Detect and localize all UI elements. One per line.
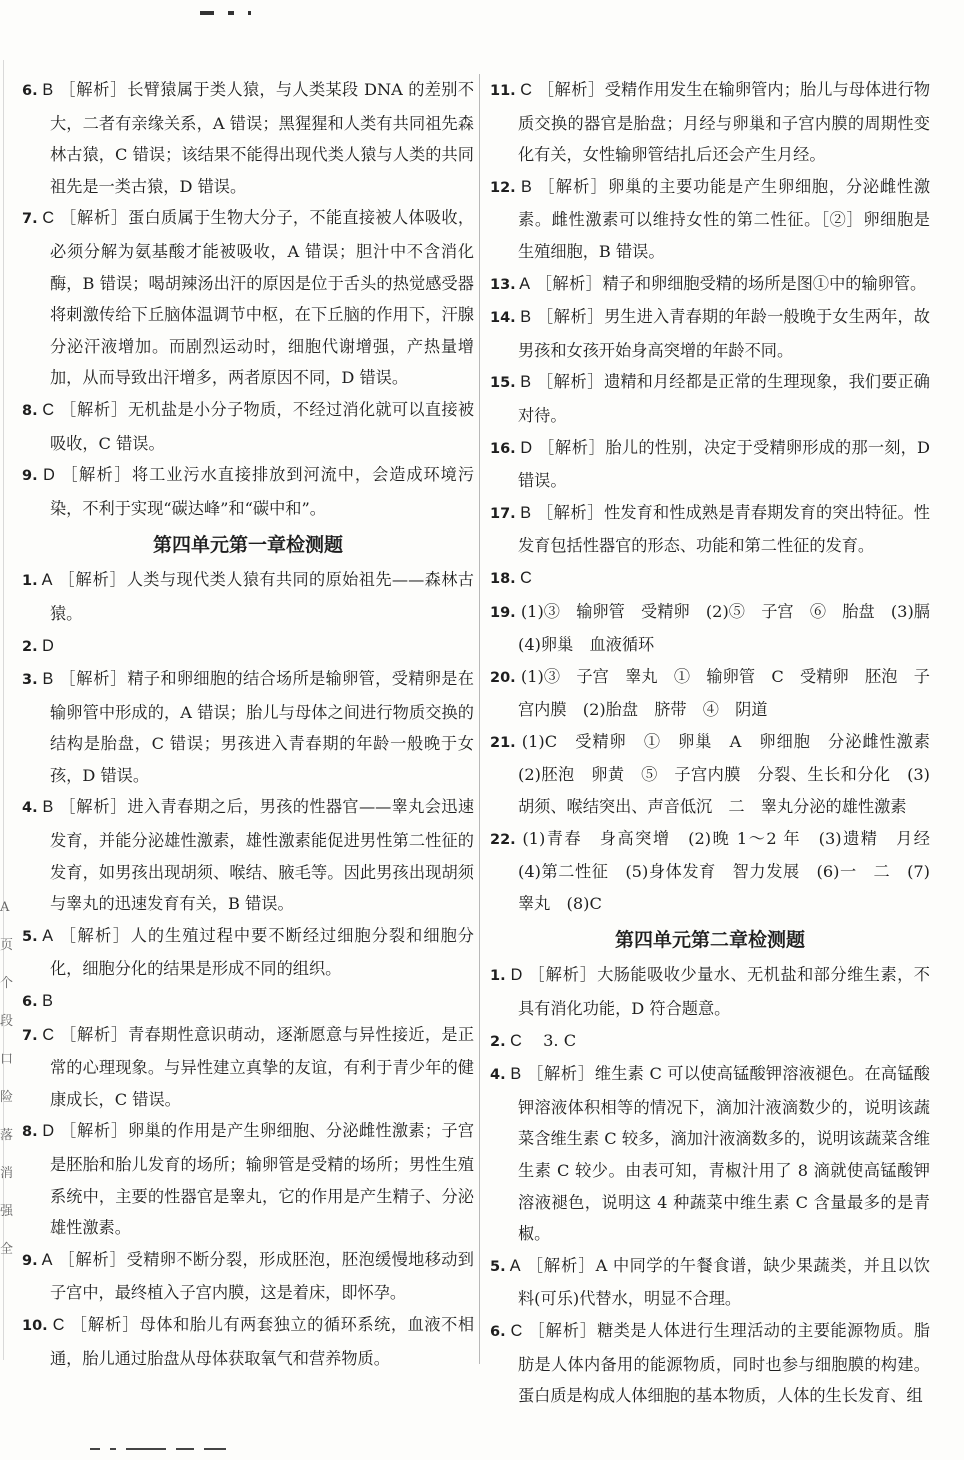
question-number: 9.	[22, 1252, 38, 1269]
bottom-scan-marks	[90, 1438, 236, 1457]
question-number: 8.	[22, 402, 38, 419]
question-number: 21.	[490, 734, 516, 751]
question-number: 22.	[490, 831, 516, 848]
question-number: 2.	[22, 638, 38, 655]
answer-item	[490, 171, 930, 268]
question-number: 20.	[490, 669, 516, 686]
question-number: 6.	[490, 1323, 506, 1340]
edge-char: A	[0, 900, 10, 915]
answer-choice: D	[37, 466, 55, 485]
answer-text: 人的生殖过程中要不断经过细胞分裂和细胞分化，细胞分化的结果是形成不同的组织。	[50, 925, 474, 979]
question-number: 10.	[22, 1317, 48, 1334]
answer-text: 将工业污水直接排放到河流中，会造成环境污染，不利于实现“碳达峰”和“碳中和”。	[50, 465, 475, 518]
question-number: 6.	[22, 83, 38, 99]
question-number: 3.	[22, 672, 38, 689]
analysis-tag: ［解析］	[54, 208, 129, 228]
answer-choice: C	[37, 209, 55, 228]
answer-item	[22, 663, 474, 791]
answer-item	[22, 1244, 474, 1309]
question-number: 7.	[22, 211, 38, 228]
edge-char: 个	[0, 976, 14, 991]
answer-item	[490, 366, 930, 431]
chapter-1-answer-list	[22, 564, 474, 1374]
answer-item	[22, 985, 474, 1019]
analysis-tag: ［解析］	[52, 570, 127, 590]
answer-choice: A	[37, 571, 53, 590]
answer-text: 胎儿的性别，决定于受精卵形成的那一刻，D 错误。	[518, 437, 931, 491]
answer-choice: D	[515, 438, 533, 457]
answer-item	[490, 596, 947, 661]
answer-choice: B	[515, 177, 532, 196]
analysis-tag: ［解析］	[52, 1249, 127, 1269]
analysis-tag: ［解析］	[520, 1255, 596, 1275]
answer-text: 青春期性意识萌动，逐渐愿意与异性接近，是正常的心理现象。与异性建立真挚的友谊，有利于青少年的健康成长，C 错误。	[50, 1024, 475, 1109]
answer-choice: B	[37, 798, 54, 817]
answer-text: 无机盐是小分子物质，不经过消化就可以直接被吸收，C 错误。	[50, 399, 475, 453]
answer-choice: C	[505, 1321, 523, 1340]
answer-choice: A	[37, 926, 54, 945]
analysis-tag: ［解析］	[532, 437, 606, 457]
answer-choice: A	[37, 1250, 53, 1269]
answer-item	[490, 1058, 930, 1250]
answer-choice: B	[37, 670, 54, 689]
question-number: 11.	[490, 83, 516, 99]
answer-item	[22, 394, 474, 459]
answer-text: 精子和卵细胞受精的场所是图①中的输卵管。	[602, 273, 927, 293]
question-number: 5.	[490, 1258, 506, 1275]
analysis-tag: ［解析］	[522, 1320, 598, 1340]
edge-char: 落	[0, 1128, 14, 1143]
analysis-tag: ［解析］	[522, 965, 598, 985]
answer-choice: C	[515, 568, 532, 587]
answer-text: 卵巢的作用是产生卵细胞、分泌雌性激素；子宫是胚胎和胎儿发育的场所；输卵管是受精的场所；男性生殖系统中，主要的性器官是睾丸，它的作用是产生精子、分泌雄性激素。	[50, 1121, 475, 1238]
answer-choice: C	[47, 1315, 65, 1334]
analysis-tag: ［解析］	[54, 1121, 129, 1141]
answer-item	[490, 661, 930, 726]
edge-char: 口	[0, 1052, 14, 1067]
answer-item	[490, 1315, 930, 1412]
question-number: 6.	[22, 994, 38, 1011]
answer-text: A 中同学的午餐食谱，缺少果蔬类，并且以饮料(可乐)代替水，明显不合理。	[518, 1255, 930, 1309]
answer-item	[22, 202, 474, 394]
answer-text: 3. C	[521, 1030, 577, 1050]
column-divider	[479, 74, 480, 1364]
question-number: 14.	[490, 310, 516, 327]
binding-edge-text	[0, 900, 16, 1280]
answer-text: 遗精和月经都是正常的生理现象，我们要正确对待。	[518, 372, 930, 425]
question-number: 9.	[22, 468, 38, 485]
answer-choice: B	[505, 1065, 522, 1084]
edge-char: 全	[0, 1242, 14, 1257]
analysis-tag: ［解析］	[53, 797, 128, 817]
question-number: 19.	[490, 604, 516, 621]
answer-choice: A	[515, 274, 531, 293]
answer-text: 大肠能吸收少量水、无机盐和部分维生素，不具有消化功能，D 符合题意。	[518, 965, 930, 1019]
question-number: 5.	[22, 928, 38, 945]
answer-text: 卵巢的主要功能是产生卵细胞，分泌雌性激素。雌性激素可以维持女性的第二性征。［②］卵细胞是生殖细胞，B 错误。	[518, 176, 931, 261]
answer-text: 维生素 C 可以使高锰酸钾溶液褪色。在高锰酸钾溶液体积相等的情况下，滴加汁液滴数少的，说明该蔬菜含维生素 C 较多，滴加汁液滴数多的，说明该蔬菜含维生素 C 较少。由表可知，青椒汁用了 8 滴就使高锰酸钾溶液褪色，说明这 4 种蔬菜中维生素 C 含量最多的是青椒。	[518, 1064, 930, 1244]
analysis-tag: ［解析］	[53, 669, 128, 689]
answer-choice: D	[505, 966, 523, 985]
top-scan-marks	[200, 0, 400, 6]
answer-choice: B	[37, 81, 54, 99]
answer-item	[22, 791, 474, 919]
left-answer-list	[22, 74, 474, 524]
answer-text: 受精卵不断分裂，形成胚泡，胚泡缓慢地移动到子宫中，最终植入子宫内膜，这是着床，即怀孕。	[50, 1249, 474, 1303]
answer-item	[490, 726, 947, 823]
answer-text: (1)③ 输卵管 受精卵 (2)⑤ 子宫 ⑥ 胎盘 (3)膈 (4)卵巢 血液循环	[515, 601, 947, 655]
answer-item	[490, 1250, 930, 1315]
analysis-tag: ［解析］	[531, 176, 609, 196]
analysis-tag: ［解析］	[54, 465, 132, 485]
question-number: 13.	[490, 276, 516, 293]
answer-item	[490, 268, 930, 302]
question-number: 1.	[490, 968, 506, 985]
answer-choice: C	[37, 1025, 55, 1044]
analysis-tag: ［解析］	[531, 80, 605, 99]
question-number: 4.	[22, 800, 38, 817]
edge-char: 消	[0, 1166, 14, 1181]
question-number: 12.	[490, 179, 516, 196]
answer-choice: D	[37, 636, 54, 655]
answer-choice: C	[37, 400, 55, 419]
question-number: 4.	[490, 1067, 506, 1084]
answer-item	[490, 74, 930, 171]
answer-item	[22, 74, 474, 202]
answer-choice: D	[37, 1122, 55, 1141]
question-number: 1.	[22, 573, 38, 590]
answer-item	[22, 1115, 474, 1243]
question-number: 18.	[490, 570, 516, 587]
answer-item	[490, 432, 930, 497]
analysis-tag: ［解析］	[64, 1314, 140, 1334]
answer-text: (1)青春 身高突增 (2)晚 1～2 年 (3)遗精 月经 (4)第二性征 (5)身体发育 智力发展 (6)一 二 (7)睾丸 (8)C	[515, 828, 947, 913]
analysis-tag: ［解析］	[531, 307, 605, 327]
section-title-chapter-1: 第四单元第一章检测题	[152, 534, 343, 557]
answer-text: 进入青春期之后，男孩的性器官——睾丸会迅速发育，并能分泌雄性激素，雄性激素能促进男性第二性征的发育，如男孩出现胡须、喉结、腋毛等。因此男孩出现胡须与睾丸的迅速发育有关，B 错误。	[50, 797, 475, 914]
answer-text: 人类与现代类人猿有共同的原始祖先——森林古猿。	[50, 570, 474, 623]
answer-text: (1)C 受精卵 ① 卵巢 A 卵细胞 分泌雌性激素 (2)胚泡 卵黄 ⑤ 子宫内膜 分裂、生长和分化 (3)胡须、喉结突出、声音低沉 二 睾丸分泌的雄性激素	[515, 731, 947, 817]
answer-item	[22, 459, 474, 524]
answer-item	[490, 1025, 930, 1059]
left-column	[22, 74, 474, 1374]
answer-text: 母体和胎儿有两套独立的循环系统，血液不相通，胎儿通过胎盘从母体获取氧气和营养物质。	[50, 1314, 475, 1368]
edge-char: 段	[0, 1014, 14, 1029]
answer-item	[490, 301, 930, 366]
answer-choice: B	[515, 308, 532, 327]
question-number: 15.	[490, 375, 516, 392]
answer-choice: B	[37, 992, 53, 1011]
answer-text: 男生进入青春期的年龄一般晚于女生两年，故男孩和女孩开始身高突增的年龄不同。	[518, 307, 930, 360]
answer-item	[490, 497, 930, 562]
section-title-chapter-2: 第四单元第二章检测题	[614, 929, 805, 952]
answer-text: 受精作用发生在输卵管内；胎儿与母体进行物质交换的器官是胎盘；月经与卵巢和子宫内膜的周期性变化有关，女性输卵管结扎后还会产生月经。	[518, 80, 931, 165]
answer-item	[490, 562, 930, 596]
analysis-tag: ［解析］	[531, 502, 605, 522]
question-number: 7.	[22, 1027, 38, 1044]
analysis-tag: ［解析］	[54, 1024, 129, 1044]
right-column	[490, 74, 947, 1412]
answer-text: 蛋白质属于生物大分子，不能直接被人体吸收，必须分解为氨基酸才能被吸收，A 错误；胆汁中不含消化酶，B 错误；喝胡辣汤出汗的原因是位于舌头的热觉感受器将刺激传给下丘脑体温调节中枢，在下丘脑的作用下，汗腺分泌汗液增加。而剧烈运动时，细胞代谢增强，产热量增加，从而导致出汗增多，两者原因不同，D 错误。	[50, 208, 475, 388]
question-number: 8.	[22, 1124, 38, 1141]
edge-char: 页	[0, 938, 14, 953]
question-number: 2.	[490, 1033, 506, 1050]
answer-text: 长臂猿属于类人猿，与人类某段 DNA 的差别不大，二者有亲缘关系，A 错误；黑猩猩和人类有共同祖先森林古猿，C 错误；该结果不能得出现代类人猿与人类的共同祖先是一类古猿，D 错误。	[50, 80, 475, 196]
answer-text: (1)③ 子宫 睾丸 ① 输卵管 C 受精卵 胚泡 子宫内膜 (2)胎盘 脐带 ④ 阴道	[515, 666, 930, 720]
edge-char: 强	[0, 1204, 14, 1219]
answer-item	[22, 920, 474, 985]
analysis-tag: ［解析］	[53, 80, 128, 99]
answer-item	[22, 564, 474, 629]
analysis-tag: ［解析］	[531, 372, 605, 392]
answer-choice: B	[515, 503, 532, 522]
answer-item	[490, 959, 930, 1024]
answer-item	[22, 630, 474, 664]
analysis-tag: ［解析］	[530, 273, 603, 293]
analysis-tag: ［解析］	[53, 925, 131, 945]
question-number: 16.	[490, 440, 516, 457]
answer-text: 精子和卵细胞的结合场所是输卵管，受精卵是在输卵管中形成的，A 错误；胎儿与母体之间进行物质交换的结构是胎盘，C 错误；男孩进入青春期的年龄一般晚于女孩，D 错误。	[50, 669, 474, 785]
question-number: 17.	[490, 505, 516, 522]
answer-text: 性发育和性成熟是青春期发育的突出特征。性发育包括性器官的形态、功能和第二性征的发育。	[518, 502, 930, 556]
answer-item	[490, 823, 947, 920]
answer-choice: B	[515, 373, 532, 392]
answer-item	[22, 1019, 474, 1116]
answer-choice: C	[515, 81, 532, 99]
answer-text: 糖类是人体进行生理活动的主要能源物质。脂肪是人体内备用的能源物质，同时也参与细胞膜的构建。蛋白质是构成人体细胞的基本物质，人体的生长发育、组	[518, 1320, 930, 1406]
answer-item	[22, 1309, 474, 1374]
edge-char: 险	[0, 1090, 14, 1105]
right-answer-list	[490, 74, 947, 919]
analysis-tag: ［解析］	[521, 1064, 595, 1084]
answer-choice: C	[505, 1031, 522, 1050]
chapter-2-answer-list	[490, 959, 930, 1411]
analysis-tag: ［解析］	[54, 399, 129, 419]
answer-choice: A	[505, 1256, 521, 1275]
